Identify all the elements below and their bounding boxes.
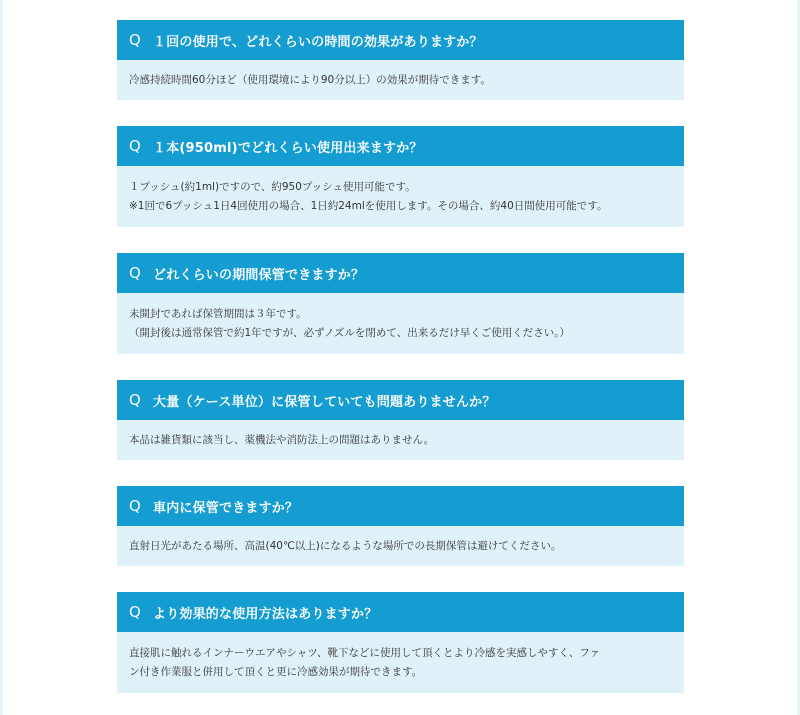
faq-answer	[117, 166, 684, 227]
faq-answer	[117, 420, 684, 460]
faq-answer-line: 直射日光があたる場所、高温(40℃以上)になるような場所での長期保管は避けてください。	[129, 539, 562, 552]
faq-question: １本(950ml)でどれくらい使用出来ますか？	[153, 140, 423, 156]
faq-answer-line: 未開封であれば保管期間は３年です。	[129, 307, 307, 320]
faq-question-bar	[117, 20, 684, 60]
page-edge-left	[0, 0, 3, 715]
faq-question: 車内に保管できますか？	[153, 500, 299, 516]
q-mark: Q	[129, 137, 141, 155]
faq-item	[117, 126, 684, 227]
faq-answer-line: 冷感持続時間60分ほど（使用環境により90分以上）の効果が期待できます。	[129, 73, 491, 86]
faq-item	[117, 380, 684, 460]
faq-question: どれくらいの期間保管できますか？	[153, 267, 365, 283]
faq-item	[117, 253, 684, 354]
faq-answer-line: １プッシュ(約1ml)ですので、約950プッシュ使用可能です。	[129, 180, 416, 193]
faq-question-bar	[117, 380, 684, 420]
faq-answer-line: ※1回で6プッシュ1日4回使用の場合、1日約24mlを使用します。その場合、約40日間使用可能です。	[129, 199, 608, 212]
faq-answer-line: 直接肌に触れるインナーウエアやシャツ、靴下などに使用して頂くとより冷感を実感しやすく、ファ	[129, 646, 601, 659]
faq-question-bar	[117, 592, 684, 632]
faq-answer-line: （開封後は通常保管で約1年ですが、必ずノズルを閉めて、出来るだけ早くご使用ください。）	[129, 326, 570, 339]
q-mark: Q	[129, 497, 141, 515]
faq-answer	[117, 293, 684, 354]
q-mark: Q	[129, 603, 141, 621]
faq-answer-line: ン付き作業服と併用して頂くと更に冷感効果が期待できます。	[129, 665, 423, 678]
faq-answer	[117, 632, 684, 693]
faq-question-bar	[117, 126, 684, 166]
q-mark: Q	[129, 391, 141, 409]
q-mark: Q	[129, 31, 141, 49]
faq-item	[117, 20, 684, 100]
faq-answer	[117, 60, 684, 100]
faq-question: １回の使用で、どれくらいの時間の効果がありますか？	[153, 34, 483, 50]
faq-question-bar	[117, 253, 684, 293]
faq-question: 大量（ケース単位）に保管していても問題ありませんか？	[153, 394, 496, 410]
faq-question-bar	[117, 486, 684, 526]
faq-answer	[117, 526, 684, 566]
faq-list	[117, 20, 684, 693]
faq-answer-line: 本品は雑貨類に該当し、薬機法や消防法上の問題はありません。	[129, 433, 435, 446]
faq-question: より効果的な使用方法はありますか？	[153, 606, 378, 622]
q-mark: Q	[129, 264, 141, 282]
faq-item	[117, 486, 684, 566]
faq-item	[117, 592, 684, 693]
